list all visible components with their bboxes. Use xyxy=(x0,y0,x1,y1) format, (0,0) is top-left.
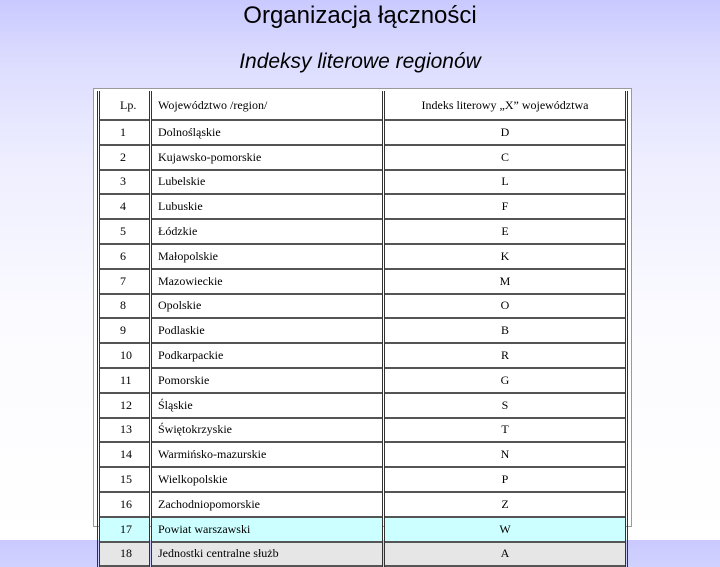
cell-region: Lubelskie xyxy=(151,170,384,195)
cell-index: T xyxy=(384,418,627,443)
cell-lp: 7 xyxy=(99,269,151,294)
cell-lp: 14 xyxy=(99,442,151,467)
cell-index: N xyxy=(384,442,627,467)
cell-lp: 18 xyxy=(99,542,151,567)
table-header-row xyxy=(99,91,627,120)
table-row xyxy=(99,120,627,145)
cell-lp: 16 xyxy=(99,492,151,517)
table-row xyxy=(99,219,627,244)
cell-lp: 5 xyxy=(99,219,151,244)
cell-lp: 8 xyxy=(99,294,151,319)
cell-index: G xyxy=(384,368,627,393)
table-row xyxy=(99,244,627,269)
slide-title: Organizacja łączności xyxy=(243,2,477,29)
cell-index: W xyxy=(384,517,627,542)
cell-lp: 11 xyxy=(99,368,151,393)
cell-index: C xyxy=(384,145,627,170)
table-row xyxy=(99,194,627,219)
table-row xyxy=(99,393,627,418)
cell-region: Podlaskie xyxy=(151,318,384,343)
cell-index: A xyxy=(384,542,627,567)
cell-region: Powiat warszawski xyxy=(151,517,384,542)
cell-lp: 15 xyxy=(99,467,151,492)
cell-lp: 1 xyxy=(99,120,151,145)
cell-index: F xyxy=(384,194,627,219)
cell-region: Łódzkie xyxy=(151,219,384,244)
table-row xyxy=(99,467,627,492)
header-region: Województwo /region/ xyxy=(151,91,384,120)
cell-index: E xyxy=(384,219,627,244)
cell-region: Śląskie xyxy=(151,393,384,418)
slide-subtitle: Indeksy literowe regionów xyxy=(239,50,481,73)
cell-index: D xyxy=(384,120,627,145)
table-row xyxy=(99,294,627,319)
table-row-highlighted xyxy=(99,542,627,567)
cell-region: Mazowieckie xyxy=(151,269,384,294)
region-index-table xyxy=(97,91,628,567)
header-lp: Lp. xyxy=(99,91,151,120)
table-row xyxy=(99,170,627,195)
cell-region: Podkarpackie xyxy=(151,343,384,368)
table-row xyxy=(99,145,627,170)
cell-lp: 6 xyxy=(99,244,151,269)
cell-region: Małopolskie xyxy=(151,244,384,269)
table-row xyxy=(99,418,627,443)
cell-index: L xyxy=(384,170,627,195)
table-row xyxy=(99,269,627,294)
cell-index: R xyxy=(384,343,627,368)
cell-lp: 2 xyxy=(99,145,151,170)
cell-lp: 9 xyxy=(99,318,151,343)
cell-region: Świętokrzyskie xyxy=(151,418,384,443)
cell-index: S xyxy=(384,393,627,418)
cell-region: Lubuskie xyxy=(151,194,384,219)
header-index: Indeks literowy „X” województwa xyxy=(384,91,627,120)
cell-region: Dolnośląskie xyxy=(151,120,384,145)
table-row-highlighted xyxy=(99,517,627,542)
cell-lp: 4 xyxy=(99,194,151,219)
region-index-table-frame xyxy=(93,88,632,561)
cell-lp: 12 xyxy=(99,393,151,418)
table-row xyxy=(99,492,627,517)
cell-index: Z xyxy=(384,492,627,517)
cell-region: Pomorskie xyxy=(151,368,384,393)
cell-lp: 3 xyxy=(99,170,151,195)
cell-region: Zachodniopomorskie xyxy=(151,492,384,517)
cell-index: M xyxy=(384,269,627,294)
cell-region: Wielkopolskie xyxy=(151,467,384,492)
cell-lp: 10 xyxy=(99,343,151,368)
cell-region: Opolskie xyxy=(151,294,384,319)
cell-index: B xyxy=(384,318,627,343)
cell-lp: 13 xyxy=(99,418,151,443)
table-row xyxy=(99,343,627,368)
cell-index: O xyxy=(384,294,627,319)
table-row xyxy=(99,442,627,467)
cell-index: P xyxy=(384,467,627,492)
cell-region: Kujawsko-pomorskie xyxy=(151,145,384,170)
cell-index: K xyxy=(384,244,627,269)
table-row xyxy=(99,318,627,343)
table-row xyxy=(99,368,627,393)
cell-region: Jednostki centralne służb xyxy=(151,542,384,567)
cell-region: Warmińsko-mazurskie xyxy=(151,442,384,467)
cell-lp: 17 xyxy=(99,517,151,542)
